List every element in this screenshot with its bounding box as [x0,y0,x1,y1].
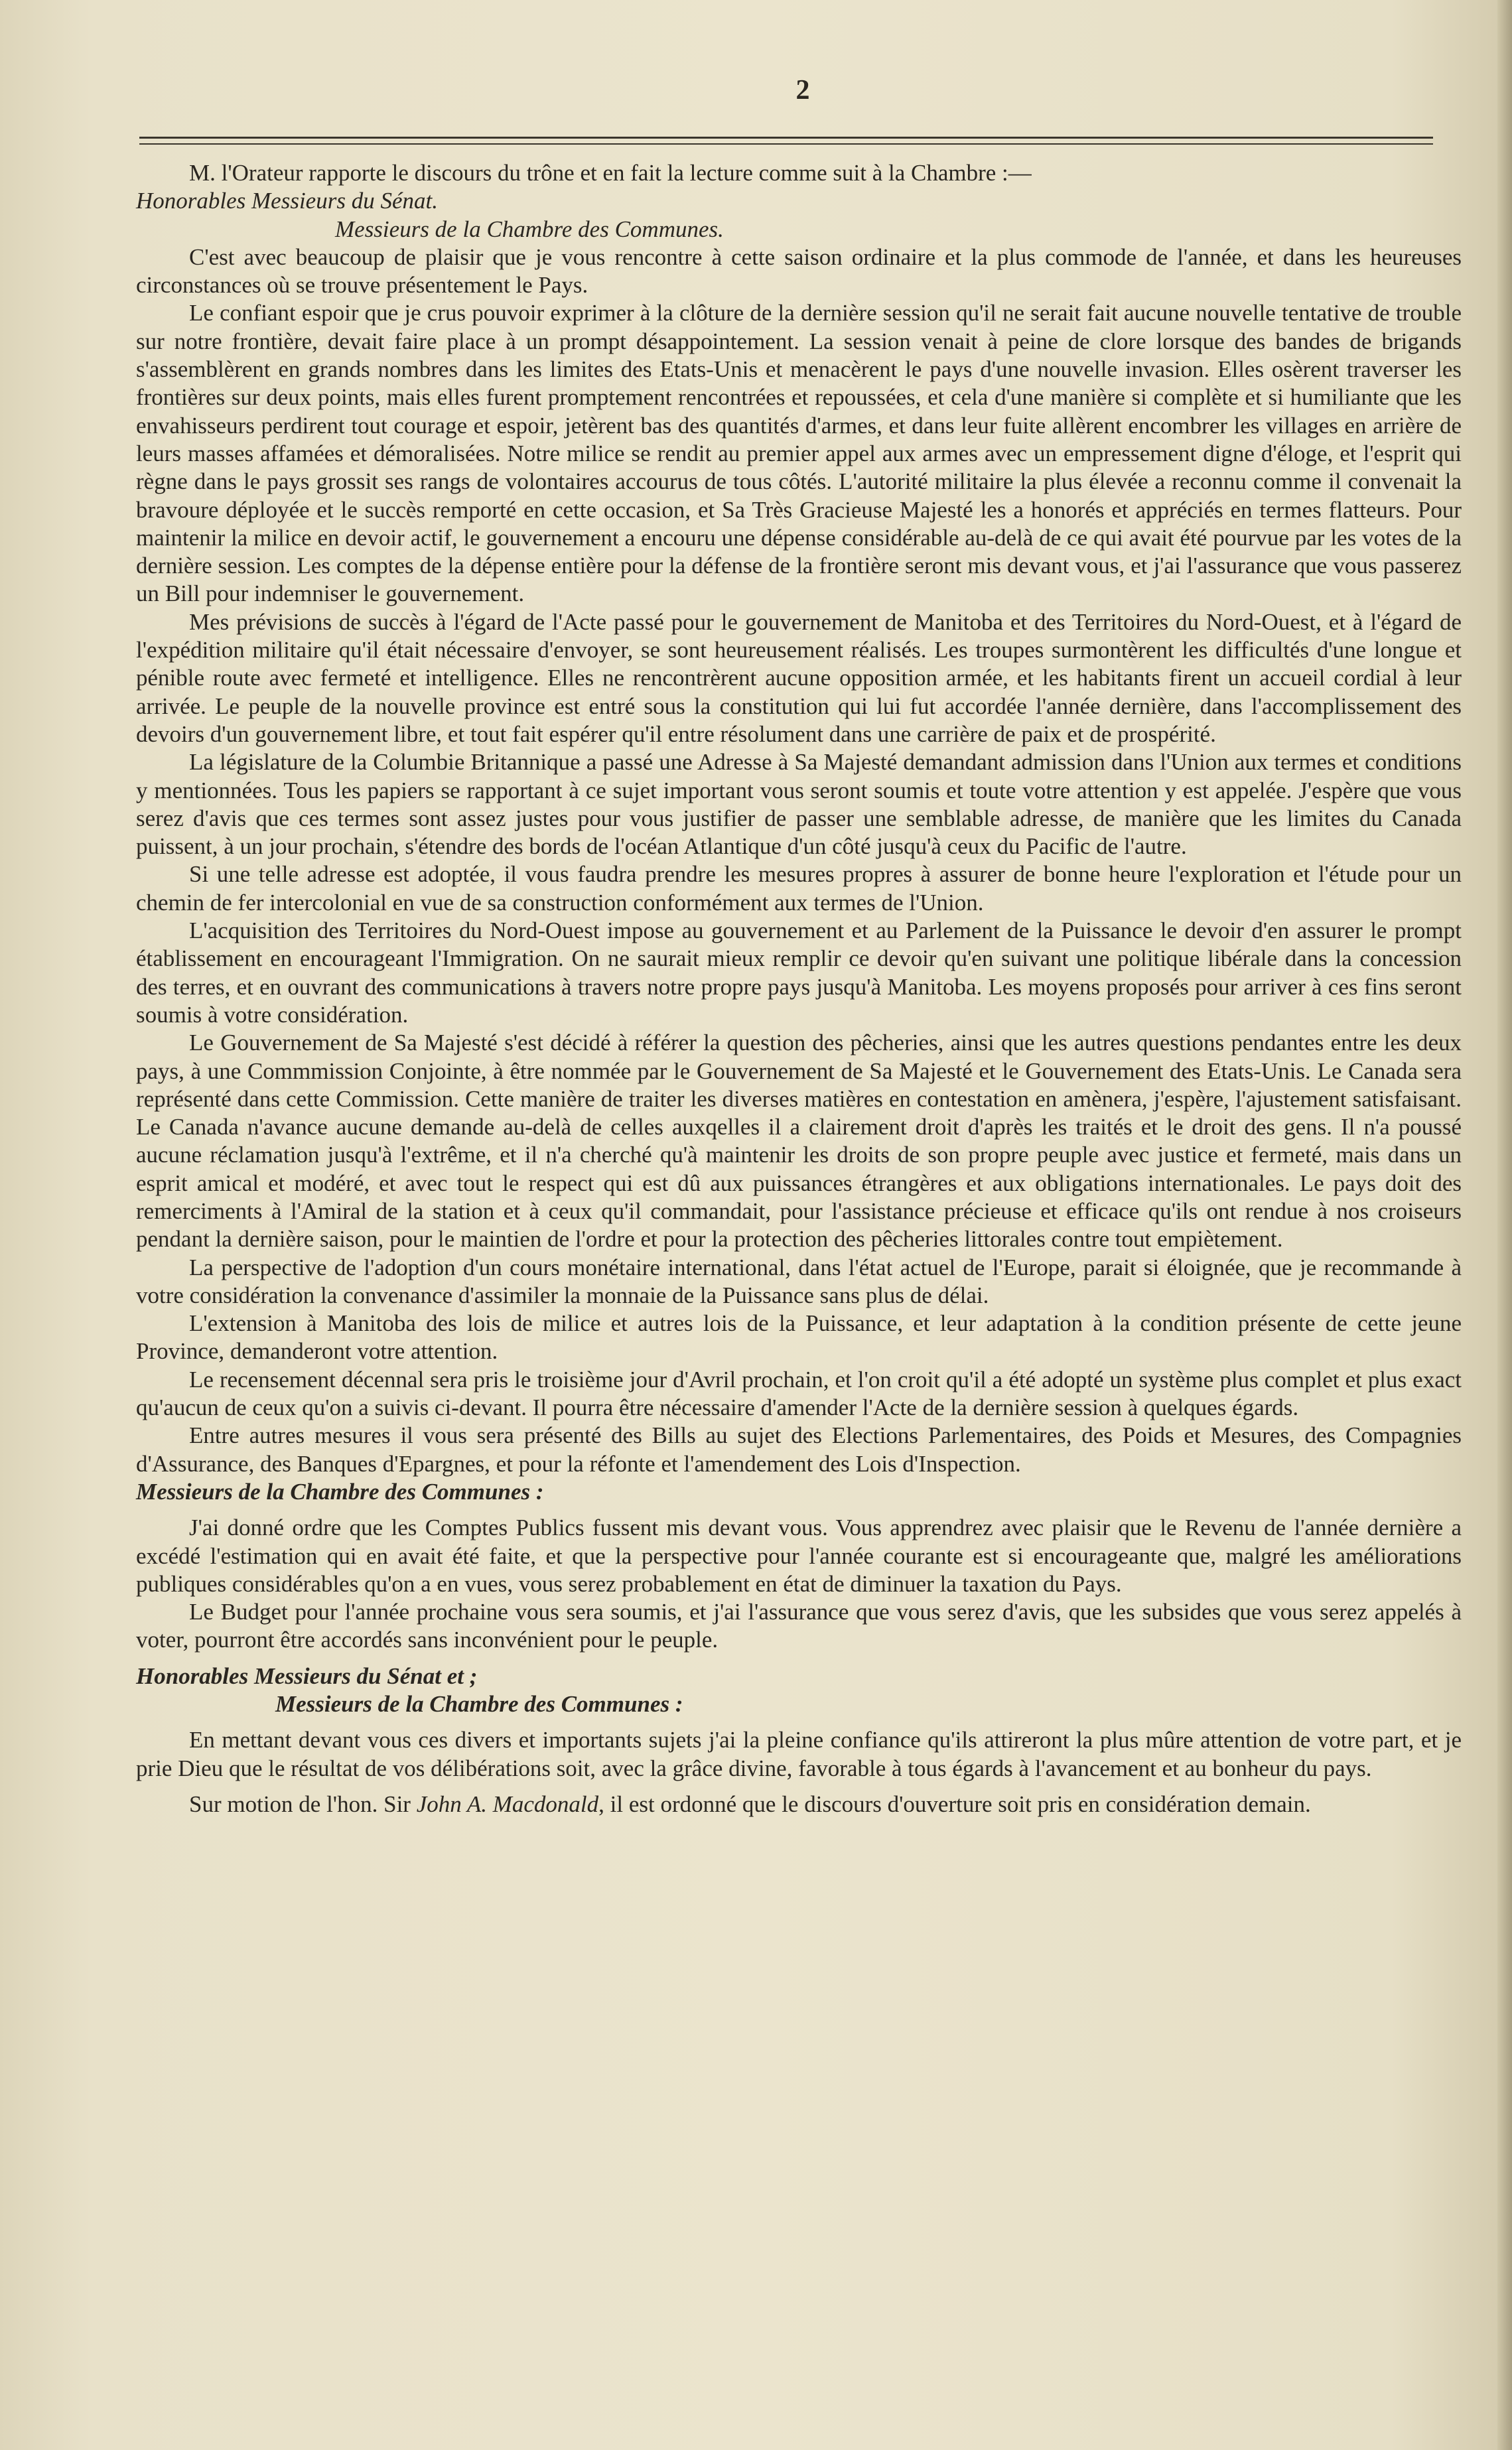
salutation-commons-3: Messieurs de la Chambre des Communes : [275,1691,683,1718]
salutation-senate: Honorables Messieurs du Sénat. [136,188,438,214]
salutation-commons: Messieurs de la Chambre des Communes. [335,216,724,242]
paragraph: Si une telle adresse est adoptée, il vous faudra prendre les mesures propres à assurer de bonne heure l'exploration et l'étude pour un chemin de fer intercolonial en vue de sa construction conformément aux termes de l'Union. [136,861,1462,916]
paragraph: Le confiant espoir que je crus pouvoir exprimer à la clôture de la dernière session qu'il ne serait fait aucune nouvelle tentative de trouble sur notre frontière, devait faire place à un prompt désappointement. La session venait à peine de clore lorsque des bandes de brigands s'assemblèrent en grands nombres dans les limites des Etats-Unis et menacèrent le pays d'une nouvelle invasion. Elles osèrent traverser les frontières sur deux points, mais elles furent promptement rencontrées et repoussées, et cela d'une manière si complète et si humiliante que les envahisseurs perdirent tout courage et espoir, jetèrent bas des quantités d'armes, et dans leur fuite allèrent encombrer les villages en arrière de leurs masses affamées et démoralisées. Notre milice se rendit au premier appel aux armes avec un empressement digne d'éloge, et l'esprit qui règne dans le pays grossit ses rangs de volontaires accourus de tous côtés. L'autorité militaire la plus élevée a reconnu comme il convenait la bravoure déployée et le succès remporté en cette occasion, et Sa Très Gracieuse Majesté les a honorés et appréciés en termes flatteurs. Pour maintenir la milice en devoir actif, le gouvernement a encouru une dépense considérable au-delà de ce qui avait été pourvue par les votes de la dernière session. Les comptes de la dépense entière pour la défense de la frontière seront mis devant vous, et j'ai l'assurance que vous passerez un Bill pour indemniser le gouvernement. [136,300,1462,607]
paragraph: L'extension à Manitoba des lois de milice et autres lois de la Puissance, et leur adaptation à la condition présente de cette jeune Province, demanderont votre attention. [136,1310,1462,1365]
paragraph: J'ai donné ordre que les Comptes Publics fussent mis devant vous. Vous apprendrez avec plaisir que le Revenu de l'année dernière a excédé l'estimation qui en avait été faite, et que la perspective pour l'année courante est si encourageante que, malgré les améliorations publiques considérables qu'on a en vues, vous serez probablement en état de diminuer la taxation du Pays. [136,1515,1462,1597]
motion-name: John A. Macdonald [416,1791,599,1817]
book-spine-edge [1497,0,1512,2450]
paragraph: L'acquisition des Territoires du Nord-Ouest impose au gouvernement et au Parlement de la Puissance le devoir d'en assurer le prompt établissement en encourageant l'Immigration. On ne saurait mieux remplir ce devoir qu'en suivant une politique libérale dans la concession des terres, et en ouvrant des communications à travers notre propre pays jusqu'à Manitoba. Les moyens proposés pour arriver à ces fins seront soumis à votre considération. [136,918,1462,1028]
paragraph: Mes prévisions de succès à l'égard de l'Acte passé pour le gouvernement de Manitoba et des Territoires du Nord-Ouest, et à l'égard de l'expédition militaire qu'il était nécessaire d'envoyer, se sont heureusement réalisés. Les troupes surmontèrent les difficultés d'une longue et pénible route avec fermeté et intelligence. Elles ne rencontrèrent aucune opposition armée, et les habitants firent un accueil cordial à leur arrivée. Le peuple de la nouvelle province est entré sous la constitution qui lui fut accordée l'année dernière, dans l'accomplissement des devoirs d'un gouvernement libre, et tout fait espérer qu'il entre résolument dans une carrière de paix et de prospérité. [136,608,1462,747]
paragraph: La perspective de l'adoption d'un cours monétaire international, dans l'état actuel de l'Europe, parait si éloignée, que je recommande à votre considération la convenance d'assimiler la monnaie de la Puissance sans plus de délai. [136,1254,1462,1308]
paragraph: La législature de la Columbie Britannique a passé une Adresse à Sa Majesté demandant admission dans l'Union aux termes et conditions y mentionnées. Tous les papiers se rapportant à ce sujet important vous seront soumis et toute votre attention y est appelée. J'espère que vous serez d'avis que ces termes sont assez justes pour vous justifier de passer une semblable adresse, de manière que les limites du Canada puissent, à un jour prochain, s'étendre des bords de l'océan Atlantique d'un côté jusqu'à ceux du Pacific de l'autre. [136,749,1462,860]
closing-paragraph: En mettant devant vous ces divers et importants sujets j'ai la pleine confiance qu'ils attireront la plus mûre attention de votre part, et je prie Dieu que le résultat de vos délibérations soit, avec la grâce divine, favorable à tous égards à l'avancement et au bonheur du pays. [136,1727,1462,1781]
header-rule-bottom [139,143,1433,145]
header-rule-top [139,137,1433,139]
paragraph: Le recensement décennal sera pris le troisième jour d'Avril prochain, et l'on croit qu'il a été adopté un système plus complet et plus exact qu'aucun de ceux qu'on a suivis ci-devant. Il pourra être nécessaire d'amender l'Acte de la dernière session à quelques égards. [136,1366,1462,1421]
page-number: 2 [795,75,810,105]
paragraph: C'est avec beaucoup de plaisir que je vous rencontre à cette saison ordinaire et la plus commode de l'année, et dans les heureuses circonstances où se trouve présentement le Pays. [136,243,1462,299]
salutation-senate-2: Honorables Messieurs du Sénat et ; [136,1663,478,1689]
motion-text-after: , il est ordonné que le discours d'ouverture soit pris en considération demain. [598,1791,1311,1817]
paragraph: Le Budget pour l'année prochaine vous sera soumis, et j'ai l'assurance que vous serez d'avis, que les subsides que vous serez appelés à voter, pourront être accordés sans inconvénient pour le peuple. [136,1599,1462,1653]
motion-text-before: Sur motion de l'hon. Sir [189,1791,417,1817]
paragraph: Le Gouvernement de Sa Majesté s'est décidé à référer la question des pêcheries, ainsi que les autres questions pendantes entre les deux pays, à une Commmission Conjointe, à être nommée par le Gouvernement de Sa Majesté et le Gouvernement des Etats-Unis. Le Canada sera représenté dans cette Commission. Cette manière de traiter les diverses matières en contestation en amènera, j'espère, l'ajustement satisfaisant. Le Canada n'avance aucune demande au-delà de celles auxqelles il a clairement droit d'après les traités et le droit des gens. Il n'a poussé aucune réclamation jusqu'à l'extrême, et il n'a cherché qu'à maintenir les droits de son propre peuple avec justice et fermeté, mais dans un esprit amical et modéré, et avec tout le respect qui est dû aux puissances étrangères et aux obligations internationales. Le pays doit des remerciments à l'Amiral de la station et à ceux qu'il commandait, pour l'assistance précieuse et efficace qu'ils ont rendue à nos croiseurs pendant la dernière saison, pour le maintien de l'ordre et pour la protection des pêcheries littorales contre tout empiètement. [136,1030,1462,1253]
paragraph: Entre autres mesures il vous sera présenté des Bills au sujet des Elections Parlementaires, des Poids et Mesures, des Compagnies d'Assurance, des Banques d'Epargnes, et pour la réfonte et l'amendement des Lois d'Inspection. [136,1422,1462,1477]
motion-paragraph [136,1791,1462,1818]
document-body [136,159,1462,1818]
intro-paragraph: M. l'Orateur rapporte le discours du trône et en fait la lecture comme suit à la Chambre :— [189,160,1032,186]
salutation-commons-2: Messieurs de la Chambre des Communes : [136,1478,544,1505]
